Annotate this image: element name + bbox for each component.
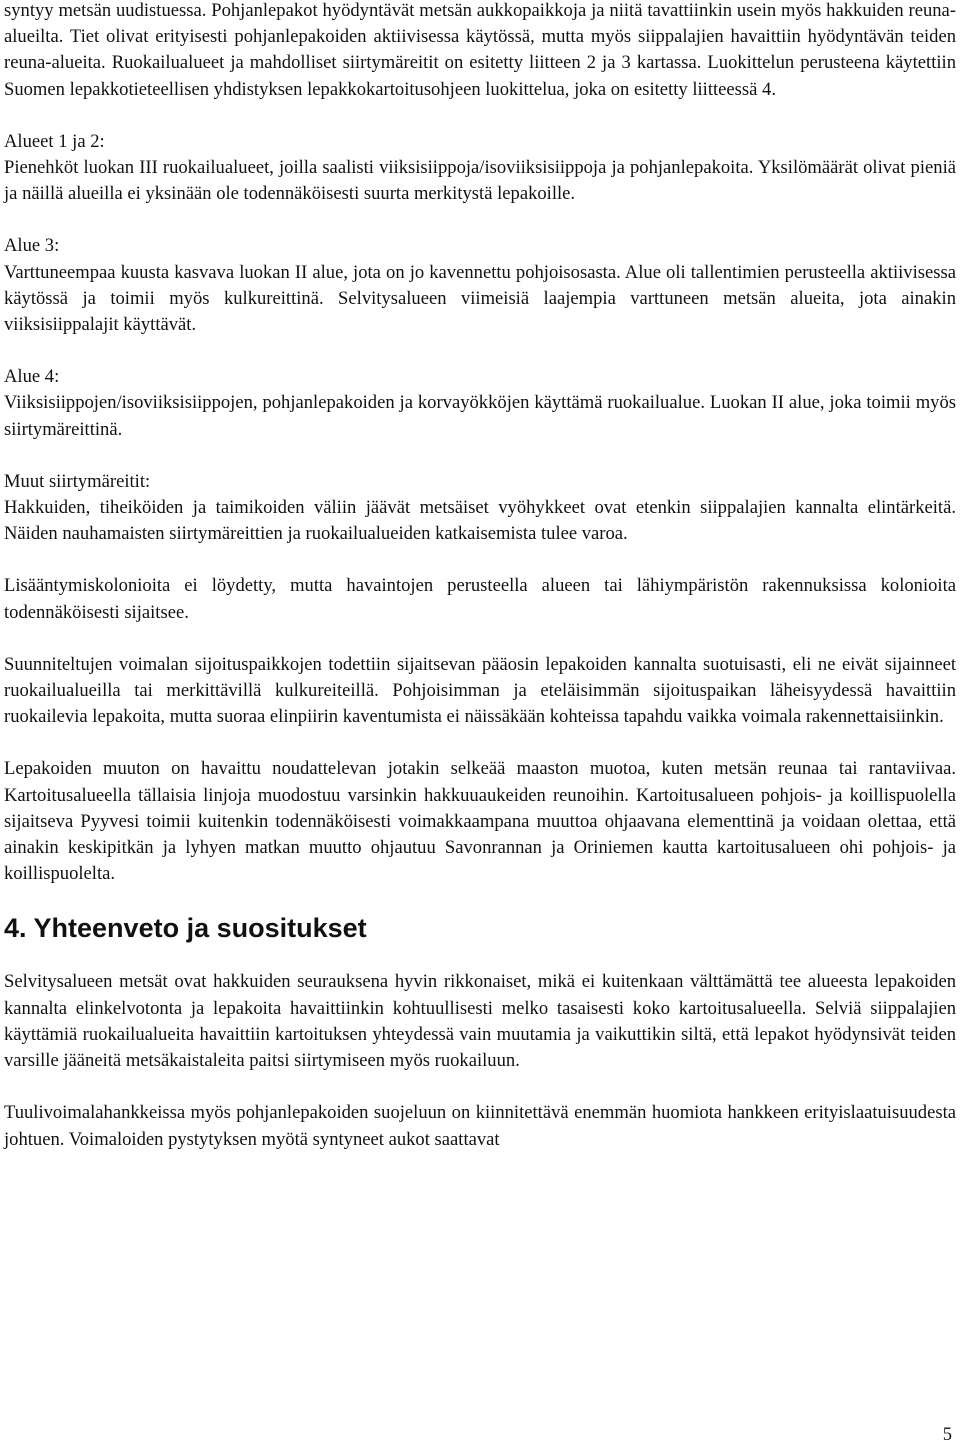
paragraph-gap xyxy=(4,1074,956,1100)
paragraph-gap xyxy=(4,730,956,756)
paragraph-gap xyxy=(4,626,956,652)
windpower-paragraph: Tuulivoimalahankkeissa myös pohjanlepakoiden suojeluun on kiinnitettävä enemmän huomiota hankkeen erityislaatuisuudesta johtuen. Voimaloiden pystytyksen myötä syntyneet aukot saattavat xyxy=(4,1102,956,1150)
turbine-sites-paragraph: Suunniteltujen voimalan sijoituspaikkojen todettiin sijaitsevan pääosin lepakoiden kannalta suotuisasti, eli ne eivät sijainneet ruokailualueilla tai merkittävillä kulkureiteillä. Pohjoisimman ja eteläisimmän sijoituspaikan läheisyydessä havaittiin ruokailevia lepakoita, mutta suoraa elinpiirin kaventumista ei näissäkään kohteissa tapahdu vaikka voimala rakennettaisiinkin. xyxy=(4,653,956,728)
area-3-heading: Alue 3: xyxy=(4,235,60,257)
paragraph-gap xyxy=(4,103,956,129)
intro-paragraph: syntyy metsän uudistuessa. Pohjanlepakot hyödyntävät metsän aukkopaikkoja ja niitä tavattiinkin usein myös hakkuiden reuna-alueilta. Tiet olivat erityisesti pohjanlepakoiden aktiivisessa käytössä, mutta myös siippalajien havaittiin hyödyntävän teiden reuna-alueita. Ruokailualueet ja mahdolliset siirtymäreitit on esitetty liitteen 2 ja 3 kartassa. Luokittelun perusteena käytettiin Suomen lepakkotieteellisen yhdistyksen lepakkokartoitusohjeen luokittelua, joka on esitetty liitteessä 4. xyxy=(4,0,956,100)
paragraph-gap xyxy=(4,887,956,911)
section-heading: 4. Yhteenveto ja suositukset xyxy=(4,913,367,944)
migration-paragraph: Lepakoiden muuton on havaittu noudattelevan jotakin selkeää maaston muotoa, kuten metsän reunaa tai rantaviivaa. Kartoitusalueella tällaisia linjoja muodostuu varsinkin hakkuuaukeiden reunoihin. Kartoitusalueen pohjois- ja koillispuolella sijaitseva Pyyvesi toimii kuitenkin todennäköisesti voimakkaampana muuttoa ohjaavana elementtinä ja voidaan olettaa, että ainakin keskipitkän ja lyhyen matkan muutto ohjautuu Savonrannan ja Oriniemen kautta kartoitusalueen ohi pohjois- ja koillispuolelta. xyxy=(4,758,956,885)
routes-body: Hakkuiden, tiheiköiden ja taimikoiden väliin jäävät metsäiset vyöhykkeet ovat etenkin siippalajien kannalta elintärkeitä. Näiden nauhamaisten siirtymäreittien ja ruokailualueiden katkaisemista tulee varoa. xyxy=(4,497,956,545)
area-1-2-heading: Alueet 1 ja 2: xyxy=(4,130,105,152)
area-4-heading: Alue 4: xyxy=(4,366,60,388)
area-4-body: Viiksisiippojen/isoviiksisiippojen, pohjanlepakoiden ja korvayökköjen käyttämä ruokailualue. Luokan II alue, joka toimii myös siirtymäreittinä. xyxy=(4,392,956,440)
area-4-block xyxy=(4,364,956,443)
page-content xyxy=(4,0,956,1153)
paragraph-gap xyxy=(4,945,956,969)
paragraph-gap xyxy=(4,443,956,469)
colonies-paragraph: Lisääntymiskolonioita ei löydetty, mutta havaintojen perusteella alueen tai lähiympäristön rakennuksissa kolonioita todennäköisesti sijaitsee. xyxy=(4,575,956,623)
paragraph-gap xyxy=(4,547,956,573)
area-3-block xyxy=(4,233,956,338)
area-1-2-body: Pienehköt luokan III ruokailualueet, joilla saalisti viiksisiippoja/isoviiksisiippoja ja pohjanlepakoita. Yksilömäärät olivat pieniä ja näillä alueilla ei yksinään ole todennäköisesti suurta merkitystä lepakoille. xyxy=(4,157,956,205)
summary-paragraph: Selvitysalueen metsät ovat hakkuiden seurauksena hyvin rikkonaiset, mikä ei kuitenkaan välttämättä tee alueesta lepakoiden kannalta elinkelvotonta ja lepakoita havaittiinkin kohtuullisesti melko tasaisesti koko kartoitusalueella. Selviä siippalajien käyttämiä ruokailualueita havaittiin kartoituksen yhteydessä vain muutamia ja vaikuttikin siltä, että lepakot hyödynsivät teiden varsille jääneitä metsäkaistaleita paitsi siirtymiseen myös ruokailuun. xyxy=(4,971,956,1072)
paragraph-gap xyxy=(4,207,956,233)
routes-heading: Muut siirtymäreitit: xyxy=(4,470,151,492)
routes-block xyxy=(4,469,956,548)
paragraph-gap xyxy=(4,338,956,364)
area-3-body: Varttuneempaa kuusta kasvava luokan II alue, jota on jo kavennettu pohjoisosasta. Alue oli tallentimien perusteella aktiivisessa käytössä ja toimii myös kulkureittinä. Selvitysalueen viimeisiä laajempia varttuneen metsän alueita, jota ainakin viiksisiippalajit käyttävät. xyxy=(4,261,956,336)
page-number: 5 xyxy=(942,1424,952,1445)
area-1-2-block xyxy=(4,129,956,208)
